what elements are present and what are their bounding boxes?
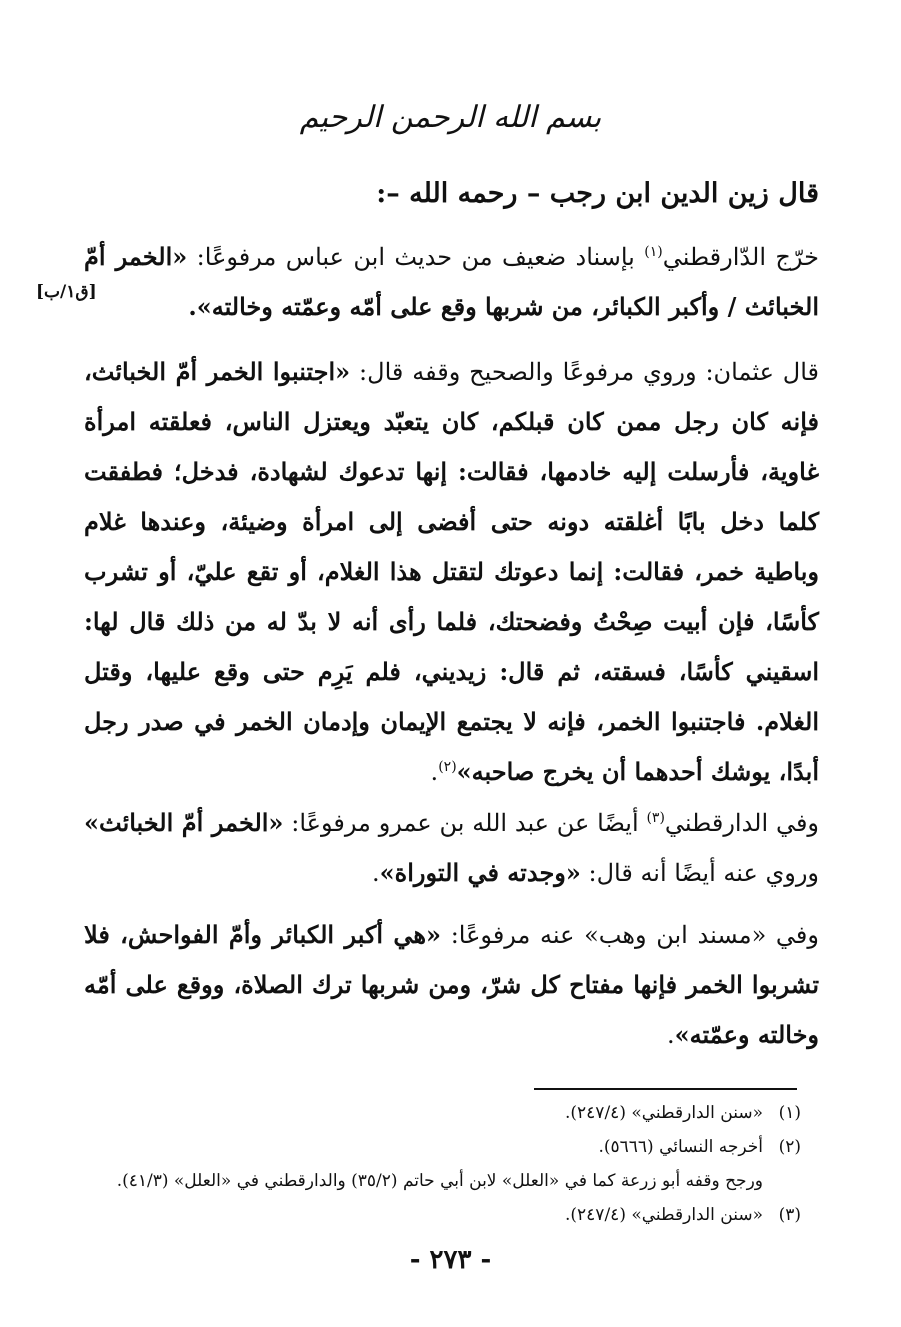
footnote-divider bbox=[534, 1088, 797, 1090]
footnote-number: (٢) bbox=[778, 1137, 801, 1157]
chapter-heading: قال زين الدين ابن رجب – رحمه الله –: bbox=[376, 178, 819, 209]
manuscript-folio-marker: [ق١/ب] bbox=[36, 282, 97, 302]
paragraph-2-end: . bbox=[430, 758, 439, 786]
paragraph-4-text-a: وفي «مسند ابن وهب» عنه مرفوعًا: bbox=[441, 921, 819, 949]
hadith-quote-1: «الخمر أمّ الخبائث / وأكبر الكبائر، من شربها وقع على أمّه وعمّته وخالته». bbox=[84, 242, 819, 321]
footnote-2 bbox=[81, 1130, 801, 1164]
footnote-1 bbox=[81, 1096, 801, 1130]
paragraph-3-text-b: أيضًا عن عبد الله بن عمرو مرفوعًا: bbox=[283, 809, 647, 837]
hadith-quote-4: «وجدته في التوراة» bbox=[379, 858, 581, 887]
paragraph-3-text-a: وفي الدارقطني bbox=[664, 809, 820, 837]
footnote-text: «سنن الدارقطني» (٢٤٧/٤). bbox=[565, 1103, 763, 1123]
basmala-header: بسم الله الرحمن الرحيم bbox=[299, 100, 602, 135]
paragraph-1-text-a: خرّج الدّارقطني bbox=[662, 243, 819, 271]
paragraph-3-end: . bbox=[372, 859, 380, 887]
footnote-3 bbox=[81, 1198, 801, 1232]
footnote-ref-2: (٢) bbox=[438, 759, 457, 775]
paragraph-4-end: . bbox=[666, 1021, 675, 1049]
paragraph-2 bbox=[84, 347, 819, 797]
footnote-2-continuation: ورجح وقفه أبو زرعة كما في «العلل» لابن أبي حاتم (٣٥/٢) والدارقطني في «العلل» (٤١/٣). bbox=[116, 1171, 763, 1191]
hadith-quote-3: «الخمر أمّ الخبائث» bbox=[84, 808, 284, 837]
footnote-number: (١) bbox=[778, 1103, 801, 1123]
footnote-ref-1: (١) bbox=[644, 244, 663, 260]
paragraph-1 bbox=[84, 232, 819, 332]
paragraph-1-text-b: بإسناد ضعيف من حديث ابن عباس مرفوعًا: bbox=[187, 243, 645, 271]
paragraph-3-text-d: وروي عنه أيضًا أنه قال: bbox=[580, 859, 819, 887]
footnote-text: «سنن الدارقطني» (٢٤٧/٤). bbox=[565, 1205, 763, 1225]
hadith-quote-5: «هي أكبر الكبائر وأمّ الفواحش، فلا تشربوا الخمر فإنها مفتاح كل شرّ، ومن شربها ترك الصلاة، ووقع على أمّه وخالته وعمّته» bbox=[84, 920, 819, 1049]
footnote-ref-3: (٣) bbox=[646, 810, 665, 826]
paragraph-3 bbox=[84, 798, 819, 898]
paragraph-4 bbox=[84, 910, 819, 1060]
footnote-number: (٣) bbox=[778, 1205, 801, 1225]
paragraph-2-text-a: قال عثمان: وروي مرفوعًا والصحيح وقفه قال: bbox=[350, 358, 820, 386]
footnotes-section bbox=[81, 1096, 801, 1232]
page-number: - ٢٧٣ - bbox=[409, 1245, 492, 1275]
hadith-quote-2: «اجتنبوا الخمر أمّ الخبائث، فإنه كان رجل ممن كان قبلكم، كان يتعبّد ويعتزل الناس، فعلقته امرأة غاوية، فأرسلت إليه خادمها، فقالت: إنها تدعوك لشهادة، فدخل؛ فطفقت كلما دخل بابًا أغلقته دونه حتى أفضى إلى امرأة وضيئة، وعندها غلام وباطية خمر، فقالت: إنما دعوتك لتقتل هذا الغلام، أو تقع عليّ، أو تشرب كأسًا، فإن أبيت صِحْتُ وفضحتك، فلما رأى أنه لا بدّ له من ذلك قال لها: اسقيني كأسًا، فسقته، ثم قال: زيديني، فلم يَرِم حتى وقع عليها، وقتل الغلام. فاجتنبوا الخمر، فإنه لا يجتمع الإيمان وإدمان الخمر في صدر رجل أبدًا، يوشك أحدهما أن يخرج صاحبه» bbox=[84, 357, 819, 786]
footnote-text: أخرجه النسائي (٥٦٦٦). bbox=[598, 1137, 763, 1157]
